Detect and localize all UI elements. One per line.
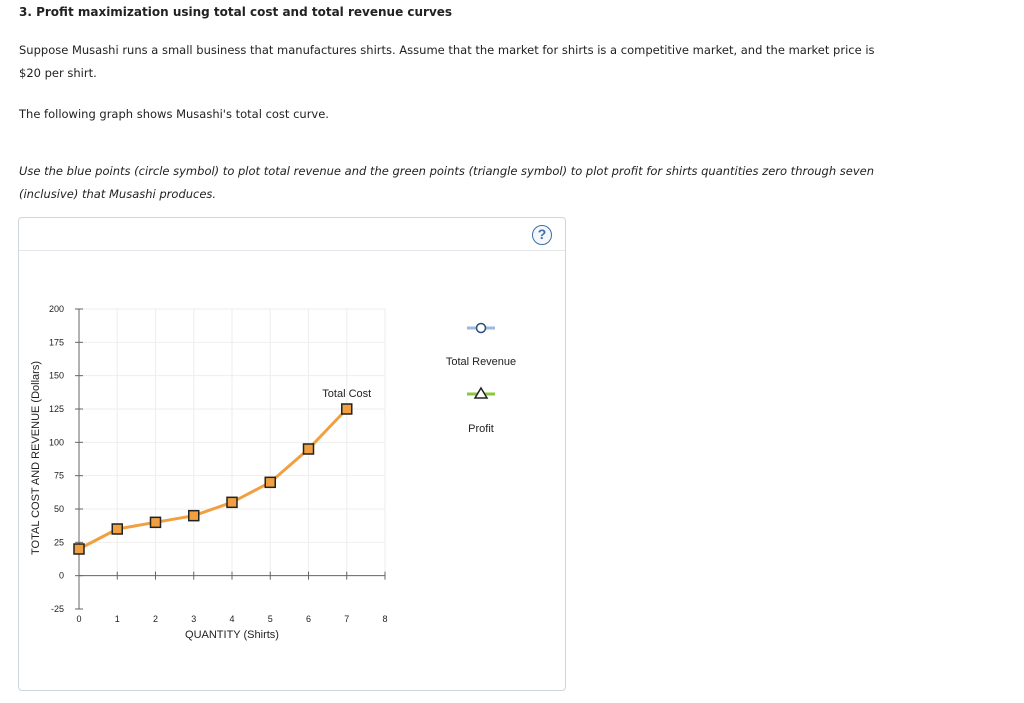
total-cost-point[interactable] bbox=[304, 444, 314, 454]
chart-axes bbox=[49, 304, 388, 624]
y-axis-label: TOTAL COST AND REVENUE (Dollars) bbox=[30, 361, 42, 555]
y-tick-label: 75 bbox=[53, 470, 64, 481]
x-tick-label: 7 bbox=[344, 614, 350, 624]
graph-note: The following graph shows Musashi's total cost curve. bbox=[19, 107, 329, 121]
y-tick-label: 25 bbox=[53, 537, 64, 548]
x-tick-label: 4 bbox=[229, 614, 235, 624]
x-tick-label: 0 bbox=[76, 614, 82, 624]
x-tick-label: 2 bbox=[152, 614, 159, 624]
instruction-line-2: (inclusive) that Musashi produces. bbox=[19, 187, 217, 201]
total-cost-point[interactable] bbox=[74, 544, 84, 554]
chart-series bbox=[74, 388, 371, 554]
total-cost-point[interactable] bbox=[112, 524, 122, 534]
legend-profit-tool[interactable] bbox=[467, 388, 495, 435]
legend-profit-label: Profit bbox=[468, 423, 494, 435]
y-tick-label: 125 bbox=[48, 404, 64, 414]
x-axis-label: QUANTITY (Shirts) bbox=[185, 629, 279, 641]
total-cost-point[interactable] bbox=[342, 404, 352, 414]
total-cost-point[interactable] bbox=[227, 497, 237, 507]
intro-line-1: Suppose Musashi runs a small business that manufactures shirts. Assume that the market for shirts is a competitive market, and the market price is bbox=[19, 43, 875, 57]
total-cost-point[interactable] bbox=[265, 477, 275, 487]
total-cost-series-label: Total Cost bbox=[322, 388, 372, 400]
chart-grid bbox=[79, 309, 385, 576]
x-tick-label: 8 bbox=[382, 614, 388, 624]
legend-total-revenue-label: Total Revenue bbox=[445, 356, 517, 368]
x-tick-label: 5 bbox=[267, 614, 273, 624]
graph-panel bbox=[18, 217, 566, 691]
y-tick-label: 200 bbox=[48, 304, 64, 314]
y-tick-label: 50 bbox=[53, 504, 64, 514]
chart bbox=[19, 218, 565, 690]
legend-total-revenue-tool[interactable] bbox=[446, 324, 516, 369]
x-tick-label: 3 bbox=[191, 614, 197, 624]
y-tick-label: 175 bbox=[48, 337, 64, 348]
y-tick-label: 0 bbox=[58, 570, 64, 581]
y-tick-label: 150 bbox=[48, 370, 64, 381]
legend-total-revenue-circle-icon[interactable] bbox=[477, 324, 486, 333]
y-tick-label: -25 bbox=[50, 604, 64, 614]
instruction-line-1: Use the blue points (circle symbol) to plot total revenue and the green points (triangle symbol) to plot profit for shirts quantities zero through seven bbox=[19, 164, 875, 178]
total-cost-point[interactable] bbox=[189, 511, 199, 521]
x-tick-label: 6 bbox=[305, 614, 312, 624]
intro-line-2: $20 per shirt. bbox=[19, 66, 97, 80]
question-title: 3. Profit maximization using total cost and total revenue curves bbox=[19, 5, 453, 19]
x-tick-label: 1 bbox=[114, 614, 120, 624]
help-icon[interactable]: ? bbox=[532, 225, 552, 245]
y-tick-label: 100 bbox=[48, 437, 64, 448]
total-cost-point[interactable] bbox=[151, 517, 161, 527]
